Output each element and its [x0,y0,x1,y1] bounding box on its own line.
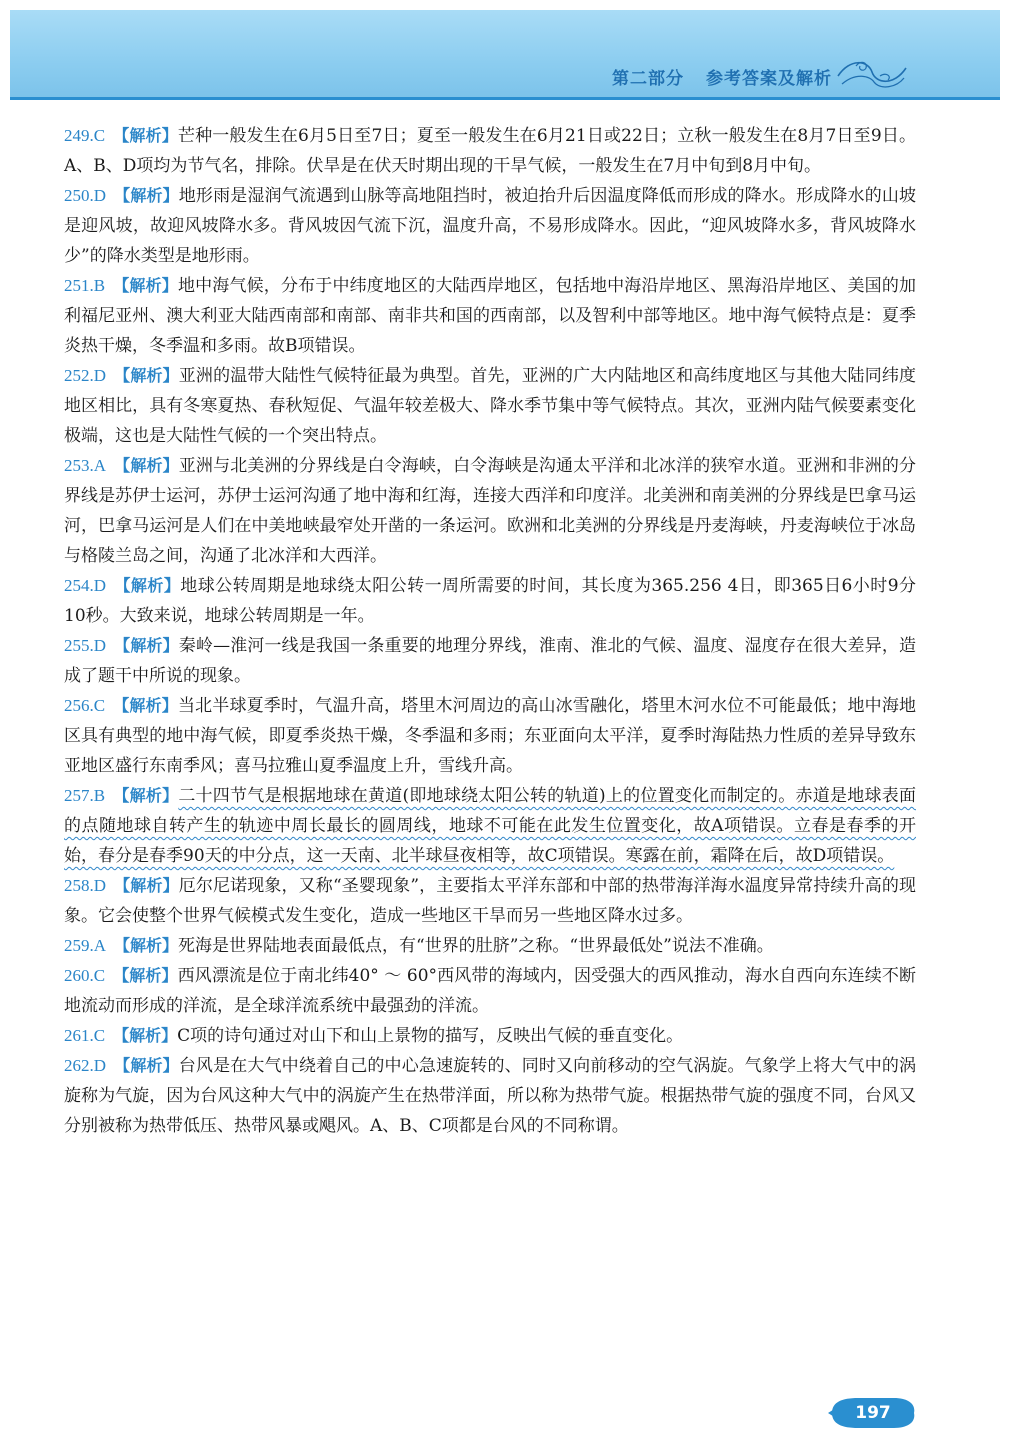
answer-text: 死海是世界陆地表面最低点，有“世界的肚脐”之称。“世界最低处”说法不准确。 [178,936,774,956]
answer-entry-252 [64,361,916,451]
analysis-tag: 【解析】 [113,786,179,805]
analysis-tag: 【解析】 [114,936,179,955]
answer-number: 260.C [64,966,106,985]
page-number: 197 [855,1403,891,1423]
answer-number: 254.D [64,576,107,595]
answer-entry-256 [64,691,916,781]
answer-number: 252.D [64,366,107,385]
answer-number: 250.D [64,186,107,205]
answer-number: 257.B [64,786,106,805]
answer-entry-259 [64,931,916,961]
answer-entry-260 [64,961,916,1021]
answer-number: 258.D [64,876,107,895]
answer-text: 秦岭—淮河一线是我国一条重要的地理分界线，淮南、淮北的气候、温度、湿度存在很大差异，造成了题干中所说的现象。 [64,636,916,686]
answer-text: 厄尔尼诺现象，又称“圣婴现象”，主要指太平洋东部和中部的热带海洋海水温度异常持续升高的现象。它会使整个世界气候模式发生变化，造成一些地区干旱而另一些地区降水过多。 [64,876,916,926]
analysis-tag: 【解析】 [113,696,178,715]
answer-text: 亚洲与北美洲的分界线是白令海峡，白令海峡是沟通太平洋和北冰洋的狭窄水道。亚洲和非洲的分界线是苏伊士运河，苏伊士运河沟通了地中海和红海，连接大西洋和印度洋。北美洲和南美洲的分界线是巴拿马运河，巴拿马运河是人们在中美地峡最窄处开凿的一条运河。欧洲和北美洲的分界线是丹麦海峡，丹麦海峡位于冰岛与格陵兰岛之间，沟通了北冰洋和大西洋。 [64,456,916,566]
answer-number: 256.C [64,696,106,715]
swirl-ornament-icon [836,54,908,94]
page-header-band [10,10,1000,100]
answer-text: 亚洲的温带大陆性气候特征最为典型。首先，亚洲的广大内陆地区和高纬度地区与其他大陆同纬度地区相比，具有冬寒夏热、春秋短促、气温年较差极大、降水季节集中等气候特点。其次，亚洲内陆气候要素变化极端，这也是大陆性气候的一个突出特点。 [64,366,916,446]
running-header [612,64,832,89]
analysis-tag: 【解析】 [114,366,179,385]
answer-entry-255 [64,631,916,691]
answer-text-underlined: 二十四节气是根据地球在黄道(即地球绕太阳公转的轨道)上的位置变化而制定的。赤道是地球表面的点随地球自转产生的轨迹中周长最长的圆周线，地球不可能在此发生位置变化，故A项错误。立春是春季的开始，春分是春季90天的中分点，这一天南、北半球昼夜相等，故C项错误。寒露在前，霜降在后，故D项错误。 [64,786,916,866]
answer-number: 259.A [64,936,107,955]
answer-text: 地球公转周期是地球绕太阳公转一周所需要的时间，其长度为365.256 4日，即365日6小时9分10秒。大致来说，地球公转周期是一年。 [64,576,916,626]
answer-number: 253.A [64,456,107,475]
answer-entry-253 [64,451,916,571]
analysis-tag: 【解析】 [113,966,178,985]
analysis-tag: 【解析】 [113,126,178,145]
answer-text: 地中海气候，分布于中纬度地区的大陆西岸地区，包括地中海沿岸地区、黑海沿岸地区、美国的加利福尼亚州、澳大利亚大陆西南部和南部、南非共和国的西南部，以及智利中部等地区。地中海气候特点是：夏季炎热干燥，冬季温和多雨。故B项错误。 [64,276,916,356]
answer-entry-258 [64,871,916,931]
answer-entry-251 [64,271,916,361]
analysis-tag: 【解析】 [114,876,179,895]
answer-number: 249.C [64,126,106,145]
answer-entry-257 [64,781,916,871]
answer-entry-254 [64,571,916,631]
answer-text: 西风漂流是位于南北纬40° ～ 60°西风带的海域内，因受强大的西风推动，海水自西向东连续不断地流动而形成的洋流，是全球洋流系统中最强劲的洋流。 [64,966,916,1016]
analysis-tag: 【解析】 [113,276,178,295]
answer-list [64,121,916,1141]
answer-text: 地形雨是湿润气流遇到山脉等高地阻挡时，被迫抬升后因温度降低而形成的降水。形成降水的山坡是迎风坡，故迎风坡降水多。背风坡因气流下沉，温度升高，不易形成降水。因此，“迎风坡降水多，背风坡降水少”的降水类型是地形雨。 [64,186,916,266]
answer-number: 255.D [64,636,107,655]
answer-number: 261.C [64,1026,106,1045]
analysis-tag: 【解析】 [114,1056,179,1075]
analysis-tag: 【解析】 [114,186,179,205]
answer-text: C项的诗句通过对山下和山上景物的描写，反映出气候的垂直变化。 [177,1026,684,1046]
answer-entry-262 [64,1051,916,1141]
answer-text: 芒种一般发生在6月5日至7日；夏至一般发生在6月21日或22日；立秋一般发生在8月7日至9日。A、B、D项均为节气名，排除。伏旱是在伏天时期出现的干旱气候，一般发生在7月中旬到8月中旬。 [64,126,916,176]
header-section: 第二部分 [612,69,684,89]
answer-entry-261 [64,1021,916,1051]
header-title: 参考答案及解析 [706,69,832,89]
analysis-tag: 【解析】 [114,456,179,475]
analysis-tag: 【解析】 [114,636,179,655]
answer-number: 251.B [64,276,106,295]
analysis-tag: 【解析】 [113,1026,178,1045]
answer-text: 当北半球夏季时，气温升高，塔里木河周边的高山冰雪融化，塔里木河水位不可能最低；地中海地区具有典型的地中海气候，即夏季炎热干燥，冬季温和多雨；东亚面向太平洋，夏季时海陆热力性质的差异导致东亚地区盛行东南季风；喜马拉雅山夏季温度上升，雪线升高。 [64,696,916,776]
analysis-tag: 【解析】 [114,576,181,595]
answer-entry-250 [64,181,916,271]
answer-number: 262.D [64,1056,107,1075]
answer-text: 台风是在大气中绕着自己的中心急速旋转的、同时又向前移动的空气涡旋。气象学上将大气中的涡旋称为气旋，因为台风这种大气中的涡旋产生在热带洋面，所以称为热带气旋。根据热带气旋的强度不同，台风又分别被称为热带低压、热带风暴或飓风。A、B、C项都是台风的不同称谓。 [64,1056,916,1136]
answer-entry-249 [64,121,916,181]
